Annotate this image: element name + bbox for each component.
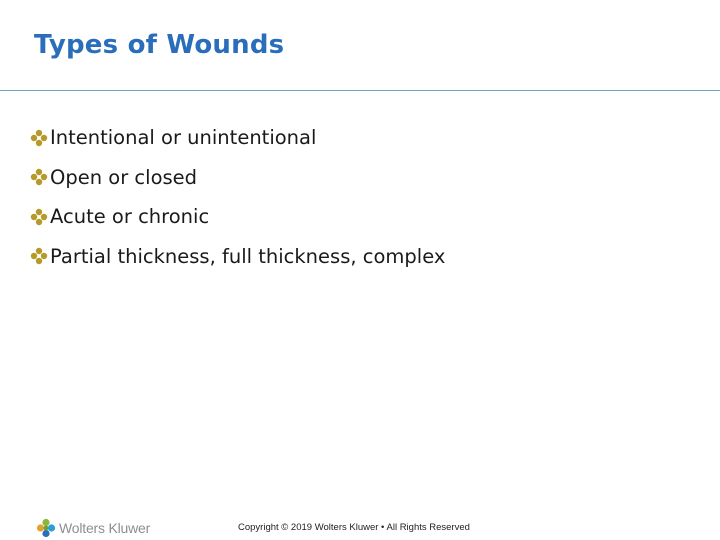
wolters-kluwer-logo-icon — [36, 518, 56, 538]
bullet-list — [30, 118, 445, 276]
bullet-text: Open or closed — [50, 165, 198, 189]
diamond-flower-icon — [30, 208, 48, 226]
diamond-flower-icon — [30, 129, 48, 147]
bullet-text: Intentional or unintentional — [50, 126, 317, 150]
bullet-item — [30, 158, 445, 198]
logo-text: Wolters Kluwer — [59, 520, 151, 536]
slide-title: Types of Wounds — [34, 30, 285, 60]
title-divider — [0, 90, 720, 91]
diamond-flower-icon — [30, 247, 48, 265]
diamond-flower-icon — [30, 168, 48, 186]
footer-logo — [36, 518, 150, 538]
copyright-text: Copyright © 2019 Wolters Kluwer • All Rights Reserved — [238, 522, 470, 533]
bullet-item — [30, 237, 445, 277]
bullet-item — [30, 118, 445, 158]
bullet-text: Partial thickness, full thickness, complex — [50, 244, 446, 268]
bullet-item — [30, 197, 445, 237]
bullet-text: Acute or chronic — [50, 205, 210, 229]
